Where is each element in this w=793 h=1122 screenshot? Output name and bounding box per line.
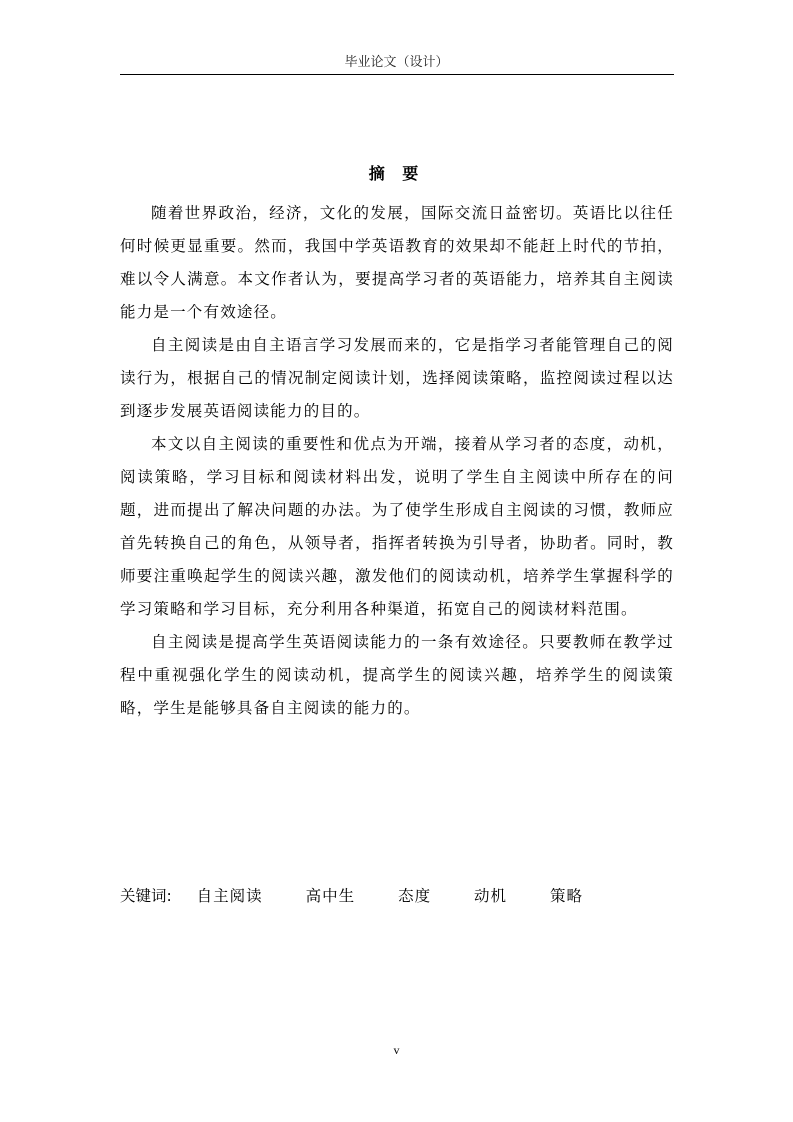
keyword-item: 高中生 bbox=[305, 887, 356, 905]
keyword-item: 策略 bbox=[549, 887, 583, 905]
keywords-label: 关键词: bbox=[120, 887, 172, 905]
header-divider bbox=[120, 74, 674, 75]
abstract-paragraph-2: 自主阅读是由自主语言学习发展而来的，它是指学习者能管理自己的阅读行为，根据自己的情况制定阅读计划，选择阅读策略，监控阅读过程以达到逐步发展英语阅读能力的目的。 bbox=[120, 336, 674, 420]
abstract-paragraph-3: 本文以自主阅读的重要性和优点为开端，接着从学习者的态度，动机，阅读策略，学习目标和阅读材料出发，说明了学生自主阅读中所存在的问题，进而提出了解决问题的办法。为了使学生形成自主阅读的习惯，教师应首先转换自己的角色，从领导者，指挥者转换为引导者，协助者。同时，教师要注重唤起学生的阅读兴趣，激发他们的阅读动机，培养学生掌握科学的学习策略和学习目标，充分利用各种渠道，拓宽自己的阅读材料范围。 bbox=[120, 435, 674, 618]
keyword-item: 态度 bbox=[398, 887, 432, 905]
abstract-paragraph-4: 自主阅读是提高学生英语阅读能力的一条有效途径。只要教师在教学过程中重视强化学生的阅读动机，提高学生的阅读兴趣，培养学生的阅读策略，学生是能够具备自主阅读的能力的。 bbox=[120, 633, 674, 717]
abstract-title: 摘 要 bbox=[368, 164, 425, 183]
abstract-paragraph-1: 随着世界政治，经济，文化的发展，国际交流日益密切。英语比以往任何时候更显重要。然而，我国中学英语教育的效果却不能赶上时代的节拍，难以令人满意。本文作者认为，要提高学习者的英语能力，培养其自主阅读能力是一个有效途径。 bbox=[120, 204, 674, 321]
running-header: 毕业论文（设计） bbox=[344, 55, 449, 70]
keyword-item: 自主阅读 bbox=[196, 887, 263, 905]
page-number: v bbox=[393, 1043, 400, 1057]
abstract-body bbox=[120, 197, 674, 725]
keyword-item: 动机 bbox=[474, 887, 508, 905]
keywords-line bbox=[120, 884, 674, 908]
